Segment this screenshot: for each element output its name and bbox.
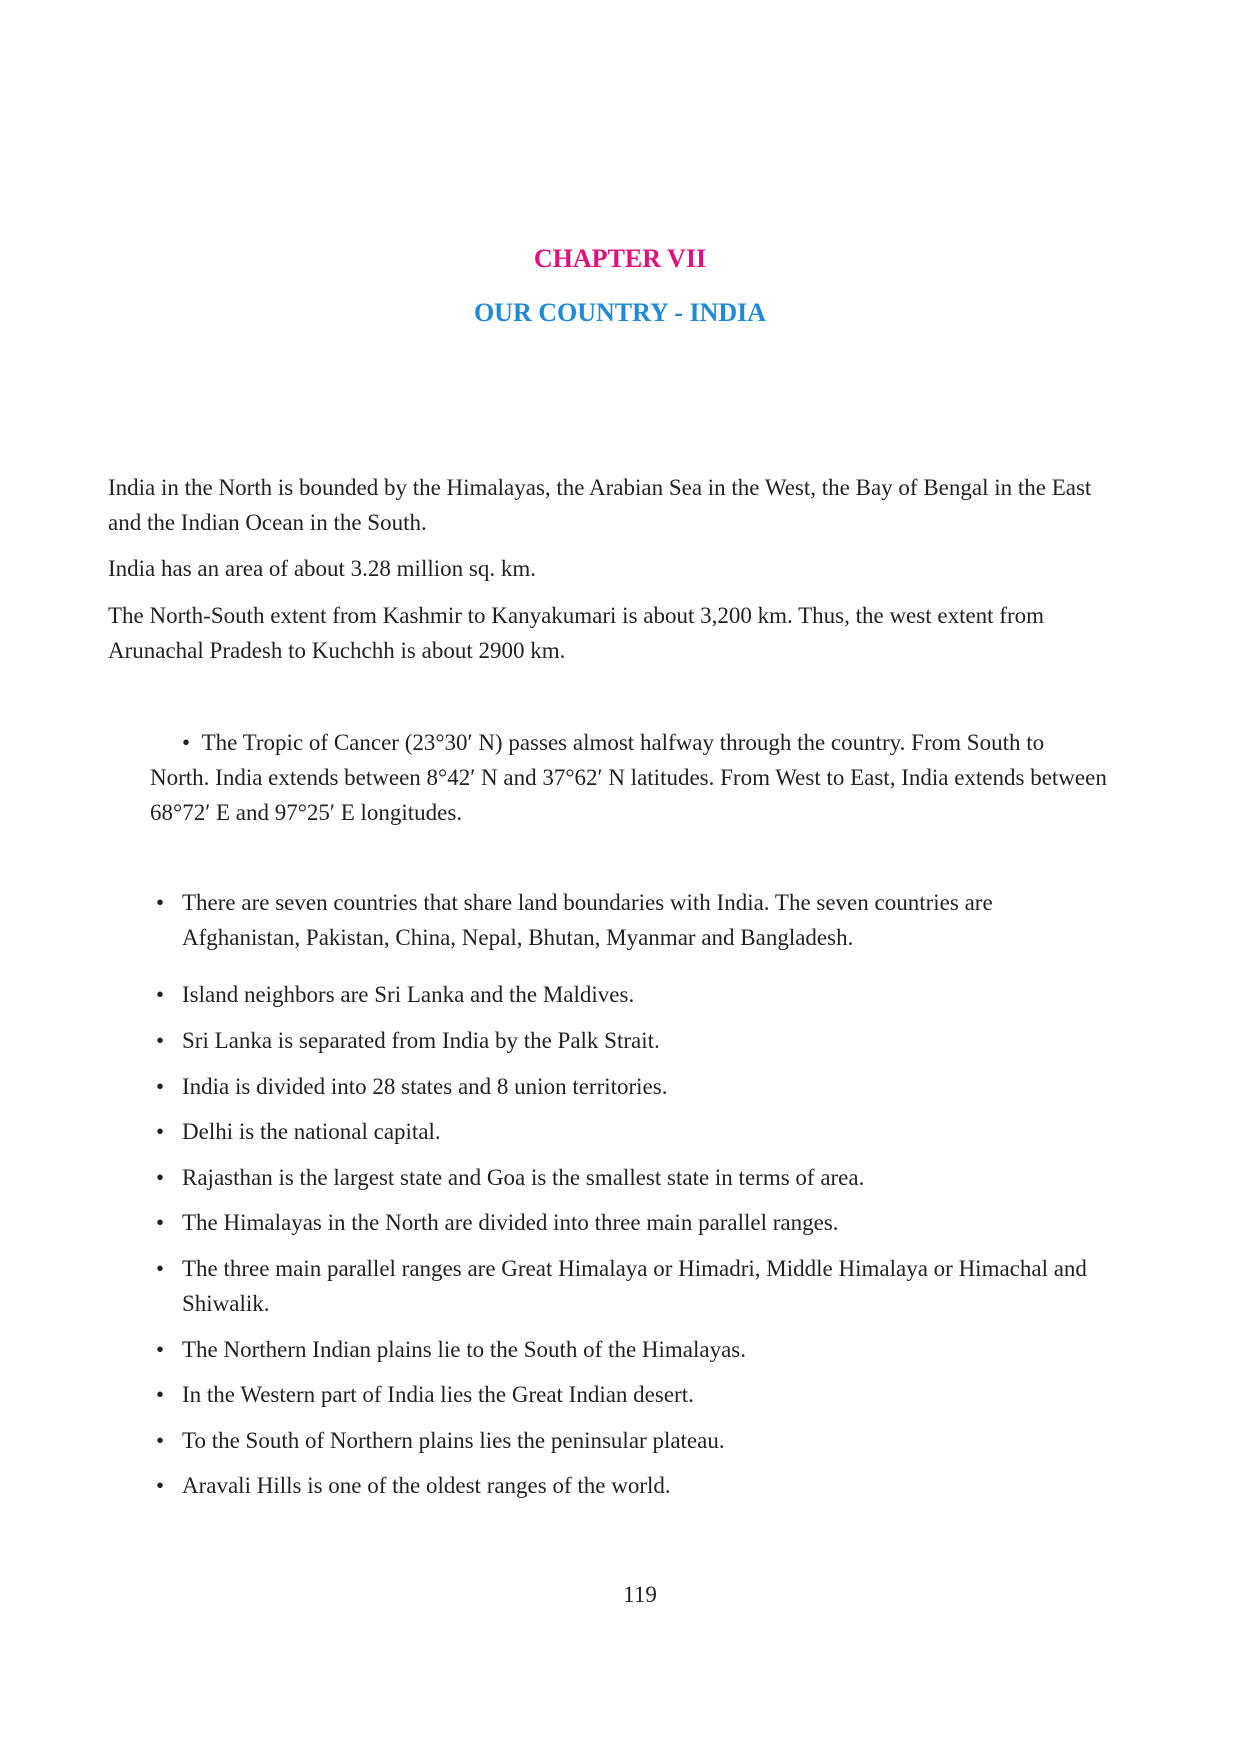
fact-bullet-text: Rajasthan is the largest state and Goa is the smallest state in terms of area. xyxy=(182,1165,865,1190)
fact-bullet-item xyxy=(150,1069,1108,1104)
tropic-bullet-text: The Tropic of Cancer (23°30ʹ N) passes almost halfway through the country. From South to North. India extends between 8°42ʹ N and 37°62ʹ N latitudes. From West to East, India extends between 68°72ʹ E and 97°25ʹ E longitudes. xyxy=(150,730,1107,825)
bullet-dot: • xyxy=(155,1382,165,1407)
fact-bullet-text: In the Western part of India lies the Great Indian desert. xyxy=(182,1382,694,1407)
bullet-dot: • xyxy=(155,1473,165,1498)
fact-bullet-text: Sri Lanka is separated from India by the Palk Strait. xyxy=(182,1028,660,1053)
fact-bullet-item xyxy=(150,977,1108,1012)
fact-bullet-text: The three main parallel ranges are Great Himalaya or Himadri, Middle Himalaya or Himachal and Shiwalik. xyxy=(182,1256,1087,1316)
bullet-dot: • xyxy=(155,1337,165,1362)
fact-bullet-item xyxy=(150,1114,1108,1149)
intro-paragraph-boundaries: India in the North is bounded by the Himalayas, the Arabian Sea in the West, the Bay of Bengal in the East and the Indian Ocean in the South. xyxy=(108,475,1092,535)
fact-bullet-text: The Himalayas in the North are divided into three main parallel ranges. xyxy=(182,1210,839,1235)
fact-bullet-text: Aravali Hills is one of the oldest ranges of the world. xyxy=(182,1473,671,1498)
bullet-dot: • xyxy=(155,982,165,1007)
fact-bullet-item xyxy=(150,1251,1108,1321)
fact-bullet-text: India is divided into 28 states and 8 union territories. xyxy=(182,1074,668,1099)
bullet-dot: • xyxy=(155,1210,165,1235)
chapter-label: CHAPTER VII xyxy=(533,244,707,273)
bullet-dot: • xyxy=(155,1028,165,1053)
fact-bullet-text: Delhi is the national capital. xyxy=(182,1119,441,1144)
fact-bullet-item xyxy=(150,1205,1108,1240)
fact-bullet-item xyxy=(150,1023,1108,1058)
bullet-dot: • xyxy=(182,730,191,755)
bullet-dot: • xyxy=(155,890,165,915)
fact-bullet-item xyxy=(150,1423,1108,1458)
bullet-dot: • xyxy=(155,1256,165,1281)
fact-bullet-text: To the South of Northern plains lies the peninsular plateau. xyxy=(182,1428,725,1453)
intro-paragraph-area: India has an area of about 3.28 million sq. km. xyxy=(108,556,536,581)
bullet-dot: • xyxy=(155,1074,165,1099)
fact-bullet-item xyxy=(150,1332,1108,1367)
fact-bullet-text: Island neighbors are Sri Lanka and the Maldives. xyxy=(182,982,635,1007)
bullet-dot: • xyxy=(155,1165,165,1190)
fact-bullet-item xyxy=(150,1377,1108,1412)
page-number: 119 xyxy=(623,1582,657,1607)
tropic-bullet-item xyxy=(150,725,1108,830)
bullet-dot: • xyxy=(155,1119,165,1144)
fact-bullet-item xyxy=(150,1468,1108,1503)
fact-bullet-item xyxy=(150,1160,1108,1195)
chapter-title: OUR COUNTRY - INDIA xyxy=(473,298,767,327)
bullet-dot: • xyxy=(155,1428,165,1453)
fact-bullet-text: There are seven countries that share land boundaries with India. The seven countries are Afghanistan, Pakistan, China, Nepal, Bhutan, Myanmar and Bangladesh. xyxy=(182,890,993,950)
fact-bullet-text: The Northern Indian plains lie to the South of the Himalayas. xyxy=(182,1337,747,1362)
fact-bullet-item xyxy=(150,885,1108,955)
intro-paragraph-extent: The North-South extent from Kashmir to Kanyakumari is about 3,200 km. Thus, the west extent from Arunachal Pradesh to Kuchchh is about 2900 km. xyxy=(108,603,1045,663)
